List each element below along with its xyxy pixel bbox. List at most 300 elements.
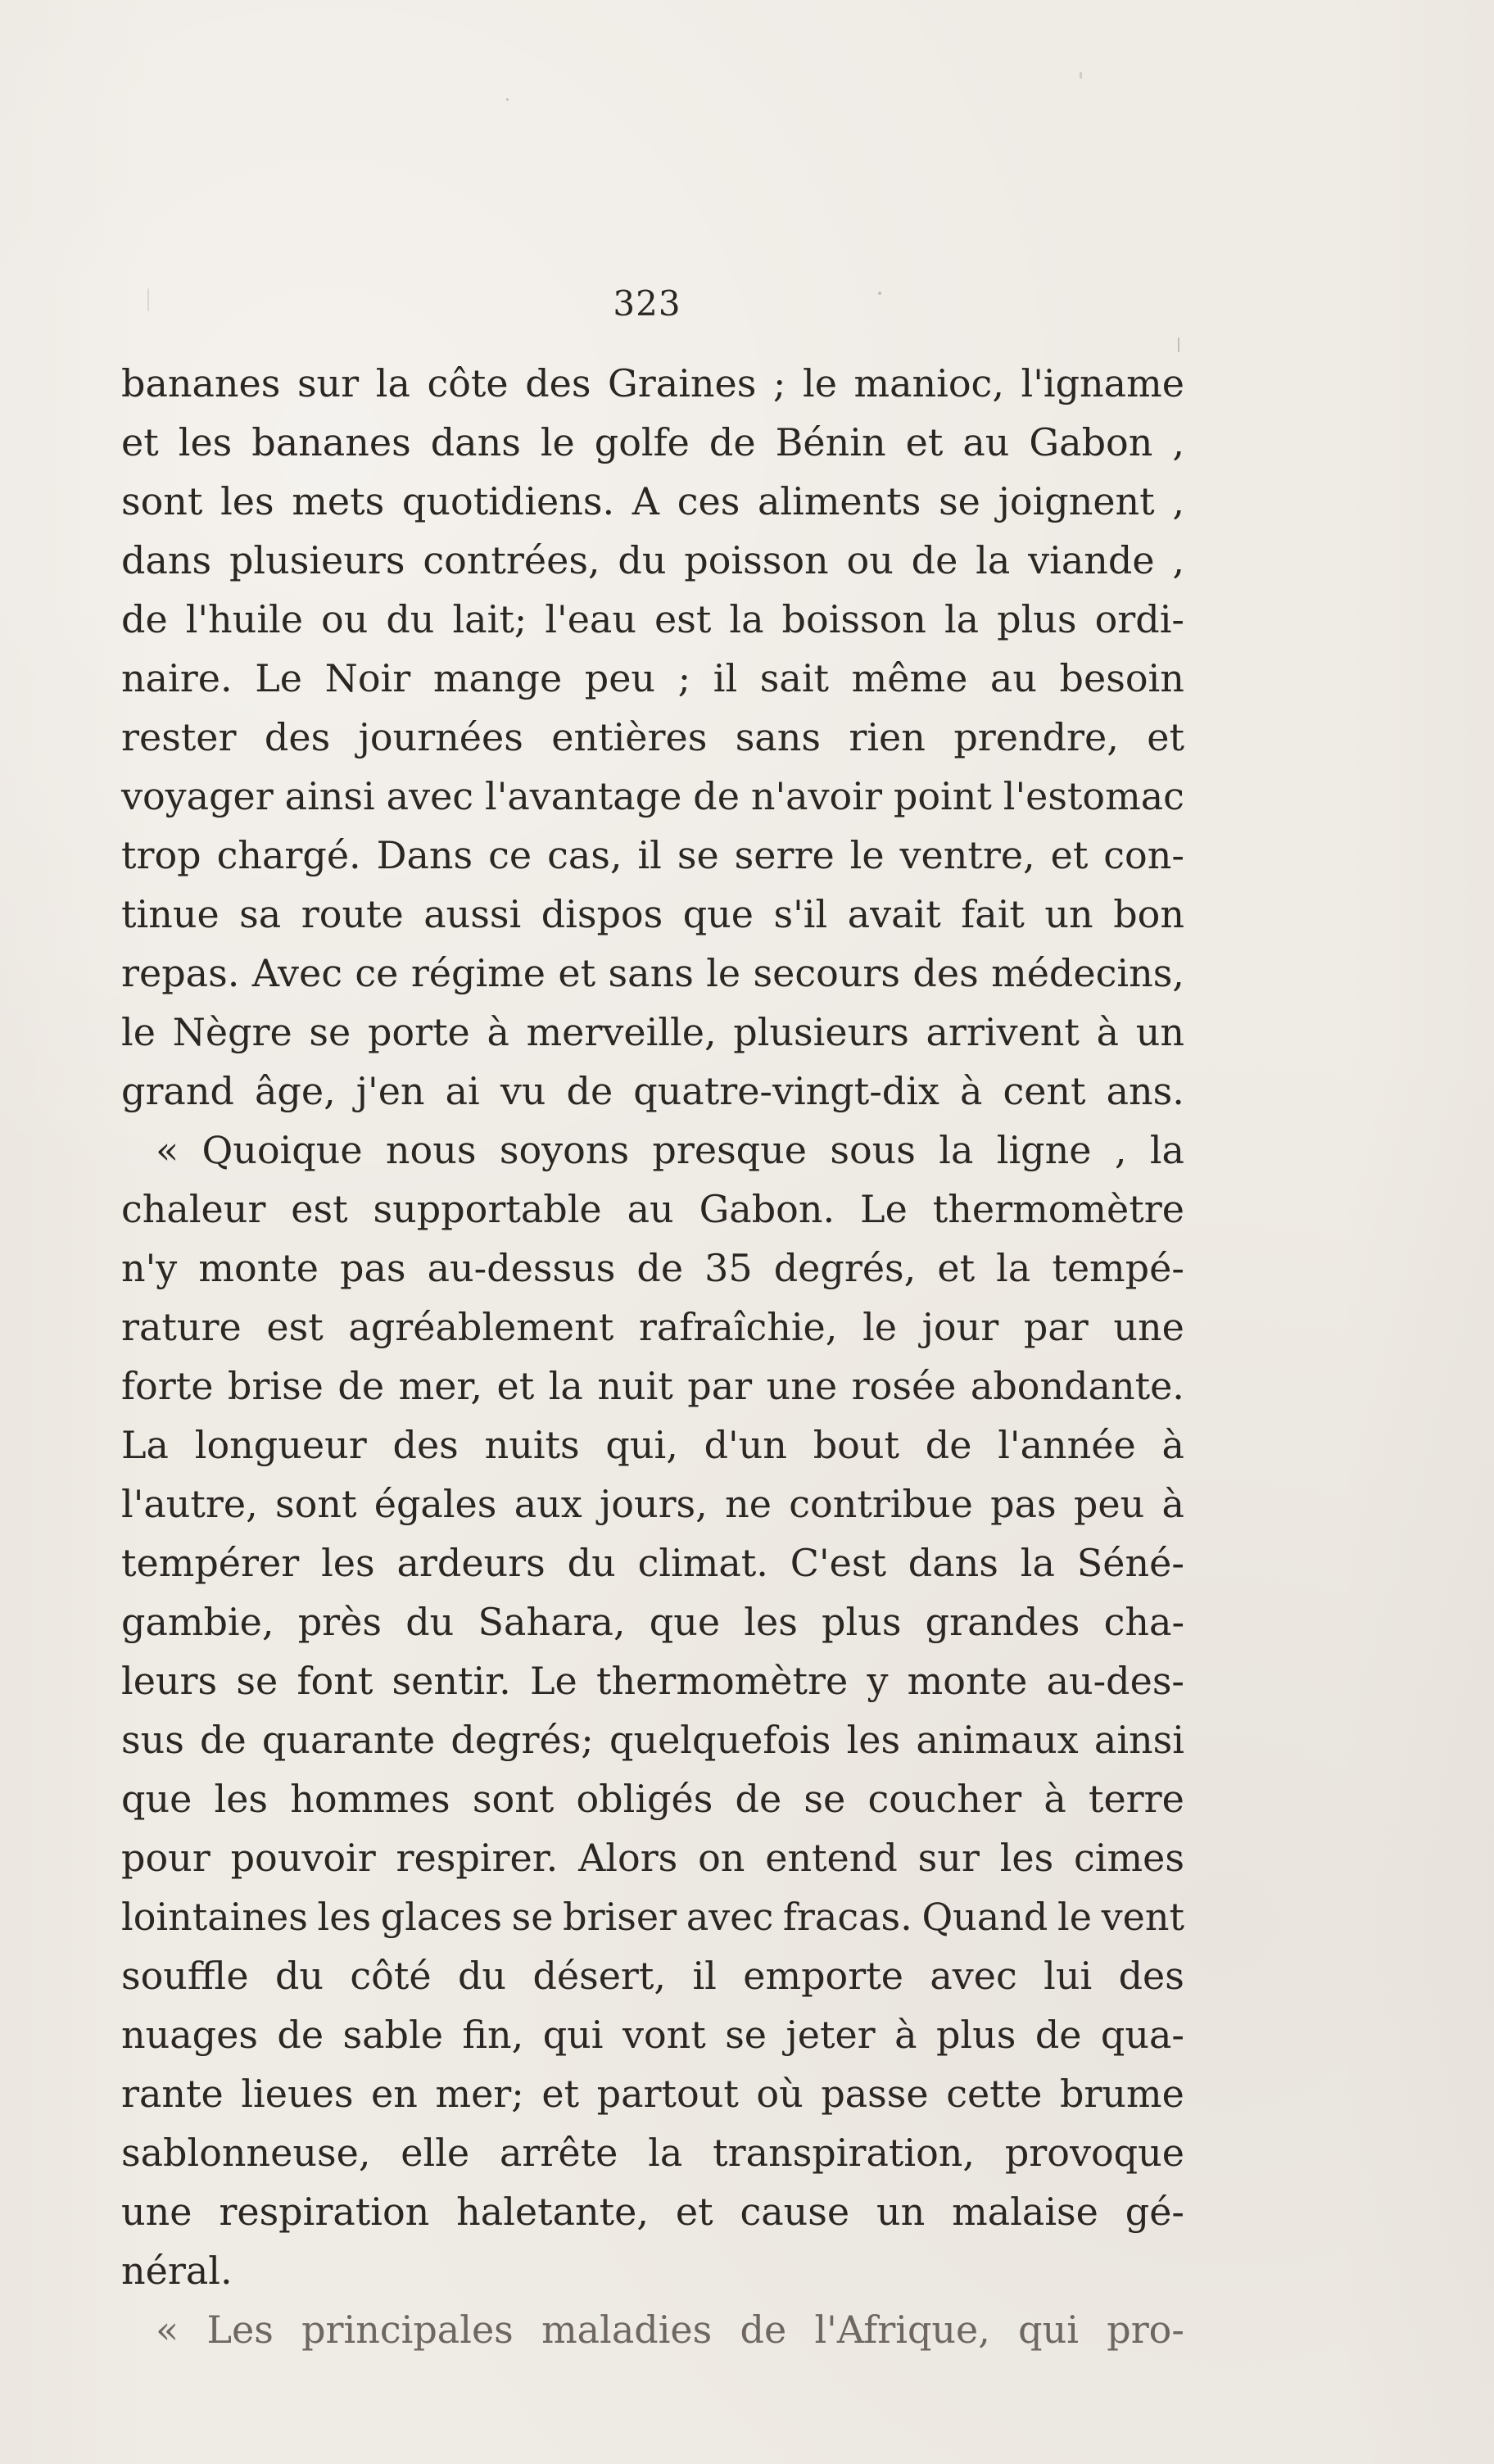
text-line-10	[121, 885, 1184, 944]
text-line-1	[121, 354, 1184, 413]
word: ans.	[1106, 1069, 1184, 1113]
word: A	[632, 479, 660, 523]
word: la	[375, 361, 410, 405]
word: abondante.	[970, 1364, 1184, 1408]
word: ou	[321, 597, 369, 641]
word: quotidiens.	[401, 479, 615, 523]
word: naire.	[121, 656, 233, 700]
word: les	[214, 1777, 269, 1821]
word: le	[1057, 1895, 1092, 1939]
word: longueur	[194, 1423, 367, 1467]
word: où	[756, 2072, 804, 2116]
word: cette	[946, 2072, 1043, 2116]
word: rafraîchie,	[638, 1305, 838, 1349]
word: nuit	[597, 1364, 673, 1408]
word: Quoique	[201, 1128, 363, 1172]
word: se	[511, 1895, 554, 1939]
word: terre	[1088, 1777, 1184, 1821]
word: se	[309, 1010, 351, 1054]
word: qui,	[605, 1423, 678, 1467]
word: monte	[907, 1659, 1028, 1703]
word: Dans	[376, 833, 473, 877]
word: que	[121, 1777, 192, 1821]
word: pas	[340, 1246, 406, 1290]
text-line-12	[121, 1003, 1184, 1062]
word: bon	[1113, 892, 1184, 936]
word: jour	[921, 1305, 999, 1349]
word: du	[386, 597, 435, 641]
word: chaleur	[121, 1187, 266, 1231]
text-line-2	[121, 413, 1184, 472]
word: la	[944, 597, 980, 641]
word: «	[156, 1128, 179, 1172]
word: Gabon.	[699, 1187, 835, 1231]
word: rester	[121, 715, 237, 759]
word: cas,	[547, 833, 622, 877]
word: à	[1096, 1010, 1120, 1054]
word: du	[405, 1600, 455, 1644]
word: mer;	[435, 2072, 524, 2116]
word: y	[867, 1659, 889, 1703]
word: entières	[551, 715, 708, 759]
word: plusieurs	[733, 1010, 909, 1054]
word: d'un	[704, 1423, 787, 1467]
word: pour	[121, 1836, 211, 1880]
paper-mark	[147, 288, 149, 311]
word: ardeurs	[396, 1541, 546, 1585]
text-line-5	[121, 590, 1184, 649]
word: est	[291, 1187, 348, 1231]
word: médecins,	[991, 951, 1184, 995]
word: vont	[622, 2013, 706, 2057]
word: se	[804, 1777, 846, 1821]
word: ,	[1172, 420, 1184, 464]
word: le	[849, 833, 885, 877]
word: Sahara,	[478, 1600, 626, 1644]
paper-speck	[878, 292, 881, 295]
word: la	[996, 1246, 1031, 1290]
text-line-27	[121, 1887, 1184, 1946]
word: arrivent	[926, 1010, 1080, 1054]
word: des	[264, 715, 331, 759]
paper-mark	[1178, 337, 1179, 352]
word: ;	[772, 361, 786, 405]
text-line-32	[121, 2182, 1184, 2241]
word: sont	[121, 479, 203, 523]
word: se	[236, 1659, 278, 1703]
word: obligés	[576, 1777, 713, 1821]
word: supportable	[373, 1187, 602, 1231]
word: de	[200, 1718, 247, 1762]
text-line-6	[121, 649, 1184, 708]
word: Le	[530, 1659, 577, 1703]
word: de	[337, 1364, 385, 1408]
text-line-28	[121, 1946, 1184, 2005]
word: emporte	[743, 1954, 903, 1998]
word: monte	[198, 1246, 319, 1290]
word: de	[636, 1246, 684, 1290]
word: que	[649, 1600, 721, 1644]
word: plus	[935, 2013, 1016, 2057]
word: Nègre	[172, 1010, 292, 1054]
word: route	[301, 892, 404, 936]
word: bananes	[121, 361, 281, 405]
word: se	[939, 479, 980, 523]
word: sus	[121, 1718, 184, 1762]
word: souffle	[121, 1954, 249, 1998]
text-line-30	[121, 2064, 1184, 2123]
word: C'est	[790, 1541, 886, 1585]
text-line-34	[121, 2300, 1184, 2359]
text-line-14	[121, 1121, 1184, 1180]
text-line-11	[121, 944, 1184, 1003]
word: il	[637, 833, 662, 877]
word: animaux	[916, 1718, 1079, 1762]
word: et	[675, 2190, 713, 2234]
word: secours	[753, 951, 901, 995]
word: sur	[297, 361, 360, 405]
text-line-33	[121, 2241, 1184, 2300]
word: elle	[401, 2131, 470, 2175]
word: au	[627, 1187, 674, 1231]
word: l'eau	[545, 597, 636, 641]
word: thermomètre	[596, 1659, 849, 1703]
word: les	[220, 479, 274, 523]
word: les	[744, 1600, 798, 1644]
word: con-	[1103, 833, 1184, 877]
word: jours,	[599, 1482, 708, 1526]
word: la	[648, 2131, 683, 2175]
word: ce	[488, 833, 532, 877]
word: qui	[1018, 2308, 1079, 2352]
word: ainsi	[1093, 1718, 1184, 1762]
word: des	[1118, 1954, 1184, 1998]
word: joignent	[998, 479, 1155, 523]
word: degrés,	[773, 1246, 917, 1290]
word: âge,	[255, 1069, 336, 1113]
word: et	[541, 2072, 580, 2116]
word: rature	[121, 1305, 242, 1349]
word: contribue	[789, 1482, 973, 1526]
word: j'en	[355, 1069, 425, 1113]
word: de	[925, 1423, 972, 1467]
text-line-3	[121, 472, 1184, 531]
word: la	[548, 1364, 583, 1408]
word: merveille,	[526, 1010, 717, 1054]
word: un	[876, 2190, 926, 2234]
word: les	[321, 1541, 375, 1585]
word: la	[976, 538, 1011, 582]
word: Quand	[921, 1895, 1048, 1939]
word: cimes	[1074, 1836, 1184, 1880]
word: cause	[740, 2190, 850, 2234]
word: pouvoir	[230, 1836, 376, 1880]
word: repas.	[121, 951, 240, 995]
word: principales	[301, 2308, 514, 2352]
word: avec	[930, 1954, 1017, 1998]
word: La	[121, 1423, 169, 1467]
word: néral.	[121, 2249, 233, 2293]
text-line-9	[121, 826, 1184, 885]
word: régime	[410, 951, 546, 995]
word: côte	[427, 361, 509, 405]
word: au	[962, 420, 1010, 464]
word: la	[939, 1128, 974, 1172]
word: tempé-	[1052, 1246, 1184, 1290]
word: lointaines	[121, 1895, 308, 1939]
word: lieues	[241, 2072, 354, 2116]
word: le	[802, 361, 837, 405]
word: à	[894, 2013, 917, 2057]
word: peu	[1073, 1482, 1145, 1526]
book-text-block	[121, 354, 1184, 2359]
word: à	[1161, 1482, 1184, 1526]
word: passe	[821, 2072, 929, 2116]
word: du	[618, 538, 667, 582]
text-line-18	[121, 1357, 1184, 1415]
word: besoin	[1059, 656, 1184, 700]
word: haletante,	[456, 2190, 650, 2234]
text-line-8	[121, 767, 1184, 826]
text-line-25	[121, 1769, 1184, 1828]
word: contrées,	[423, 538, 600, 582]
word: de	[1034, 2013, 1082, 2057]
word: ;	[677, 656, 691, 700]
word: nuits	[484, 1423, 580, 1467]
word: vent	[1101, 1895, 1184, 1939]
word: et	[558, 951, 596, 995]
text-line-19	[121, 1415, 1184, 1474]
word: cent	[1003, 1069, 1086, 1113]
word: bout	[813, 1423, 899, 1467]
word: ce	[355, 951, 399, 995]
word: partout	[596, 2072, 739, 2116]
word: ,	[1172, 479, 1184, 523]
word: agréablement	[348, 1305, 614, 1349]
word: jeter	[785, 2013, 876, 2057]
word: le	[862, 1305, 897, 1349]
word: forte	[121, 1364, 214, 1408]
word: n'y	[121, 1246, 178, 1290]
word: par	[1023, 1305, 1089, 1349]
word: fin,	[462, 2013, 524, 2057]
word: des	[392, 1423, 459, 1467]
word: à	[959, 1069, 983, 1113]
word: sont	[472, 1777, 555, 1821]
word: en	[371, 2072, 418, 2116]
word: une	[121, 2190, 192, 2234]
word: «	[156, 2308, 179, 2352]
word: avait	[847, 892, 941, 936]
word: hommes	[290, 1777, 450, 1821]
paper-speck	[506, 98, 509, 101]
word: ,	[1172, 538, 1184, 582]
word: il	[713, 656, 738, 700]
word: l'estomac	[1003, 774, 1184, 818]
word: au-des-	[1046, 1659, 1184, 1703]
text-line-13	[121, 1062, 1184, 1121]
word: et	[1050, 833, 1089, 877]
word: sans	[608, 951, 694, 995]
text-line-16	[121, 1239, 1184, 1298]
word: plus	[997, 597, 1077, 641]
word: ,	[1114, 1128, 1127, 1172]
word: il	[692, 1954, 717, 1998]
word: font	[297, 1659, 374, 1703]
word: de	[709, 420, 756, 464]
word: par	[687, 1364, 753, 1408]
word: mer,	[398, 1364, 482, 1408]
word: maladies	[541, 2308, 713, 2352]
text-line-26	[121, 1828, 1184, 1887]
word: à	[1161, 1423, 1184, 1467]
word: sait	[759, 656, 830, 700]
word: le	[121, 1010, 156, 1054]
word: ces	[677, 479, 740, 523]
word: l'autre,	[121, 1482, 258, 1526]
word: l'Afrique,	[814, 2308, 990, 2352]
word: porte	[367, 1010, 470, 1054]
word: les	[178, 420, 233, 464]
word: ai	[445, 1069, 480, 1113]
word: transpiration,	[713, 2131, 976, 2175]
text-line-20	[121, 1474, 1184, 1533]
word: égales	[374, 1482, 497, 1526]
word: l'igname	[1021, 361, 1184, 405]
word: une	[766, 1364, 838, 1408]
word: gé-	[1125, 2190, 1184, 2234]
word: le	[706, 951, 741, 995]
word: et	[496, 1364, 535, 1408]
word: voyager	[121, 774, 274, 818]
text-line-17	[121, 1298, 1184, 1357]
word: qua-	[1100, 2013, 1184, 2057]
word: aussi	[423, 892, 522, 936]
word: s'il	[773, 892, 828, 936]
word: malaise	[952, 2190, 1098, 2234]
word: de	[740, 2308, 787, 2352]
word: dans	[430, 420, 521, 464]
word: et	[905, 420, 944, 464]
word: rante	[121, 2072, 224, 2116]
word: nous	[385, 1128, 477, 1172]
text-line-7	[121, 708, 1184, 767]
word: à	[1044, 1777, 1066, 1821]
word: brise	[227, 1364, 324, 1408]
paper-mark	[1080, 72, 1082, 79]
word: même	[851, 656, 968, 700]
word: du	[457, 1954, 507, 1998]
word: respiration	[219, 2190, 430, 2234]
word: point	[893, 774, 992, 818]
word: la	[1020, 1541, 1055, 1585]
word: bananes	[251, 420, 411, 464]
word: poisson	[684, 538, 829, 582]
page-number: 323	[613, 283, 681, 324]
text-line-29	[121, 2005, 1184, 2064]
word: sable	[342, 2013, 443, 2057]
word: aliments	[757, 479, 921, 523]
word: coucher	[867, 1777, 1022, 1821]
word: ou	[846, 538, 894, 582]
word: Noir	[324, 656, 411, 700]
word: l'huile	[185, 597, 303, 641]
word: leurs	[121, 1659, 218, 1703]
word: les	[317, 1895, 372, 1939]
word: journées	[358, 715, 523, 759]
word: trop	[121, 833, 201, 877]
word: gambie,	[121, 1600, 274, 1644]
word: provoque	[1004, 2131, 1184, 2175]
word: mets	[292, 479, 385, 523]
word: degrés;	[450, 1718, 594, 1762]
word: rien	[849, 715, 926, 759]
word: qui	[542, 2013, 604, 2057]
word: du	[274, 1954, 324, 1998]
word: quatre-vingt-dix	[633, 1069, 939, 1113]
word: une	[1113, 1305, 1184, 1349]
word: arrête	[500, 2131, 618, 2175]
text-line-22	[121, 1592, 1184, 1651]
word: Le	[255, 656, 302, 700]
word: tinue	[121, 892, 220, 936]
word: Le	[860, 1187, 908, 1231]
word: et	[121, 420, 159, 464]
word: respirer.	[396, 1836, 559, 1880]
word: au	[989, 656, 1037, 700]
word: un	[1135, 1010, 1184, 1054]
word: quarante	[261, 1718, 436, 1762]
word: des	[912, 951, 979, 995]
word: boisson	[781, 597, 926, 641]
word: de	[277, 2013, 324, 2057]
word: au-dessus	[427, 1246, 616, 1290]
word: ordi-	[1094, 597, 1184, 641]
word: de	[121, 597, 168, 641]
word: est	[266, 1305, 324, 1349]
text-line-23	[121, 1651, 1184, 1710]
word: sans	[735, 715, 821, 759]
word: pas	[990, 1482, 1057, 1526]
word: chargé.	[216, 833, 361, 877]
word: plus	[822, 1600, 902, 1644]
word: tempérer	[121, 1541, 300, 1585]
word: ainsi	[284, 774, 375, 818]
word: cha-	[1103, 1600, 1184, 1644]
word: à	[487, 1010, 509, 1054]
word: viande	[1028, 538, 1155, 582]
word: sous	[830, 1128, 916, 1172]
word: se	[725, 2013, 767, 2057]
word: pro-	[1107, 2308, 1184, 2352]
word: 35	[704, 1246, 753, 1290]
word: avec	[386, 774, 474, 818]
word: peu	[584, 656, 656, 700]
word: fait	[961, 892, 1025, 936]
word: manioc,	[853, 361, 1004, 405]
word: Alors	[578, 1836, 678, 1880]
word: de	[693, 774, 740, 818]
word: se	[677, 833, 719, 877]
word: Graines	[608, 361, 757, 405]
word: les	[846, 1718, 901, 1762]
word: prendre,	[953, 715, 1119, 759]
word: entend	[765, 1836, 898, 1880]
word: côté	[350, 1954, 432, 1998]
word: ventre,	[899, 833, 1035, 877]
word: vu	[500, 1069, 546, 1113]
word: serre	[734, 833, 835, 877]
